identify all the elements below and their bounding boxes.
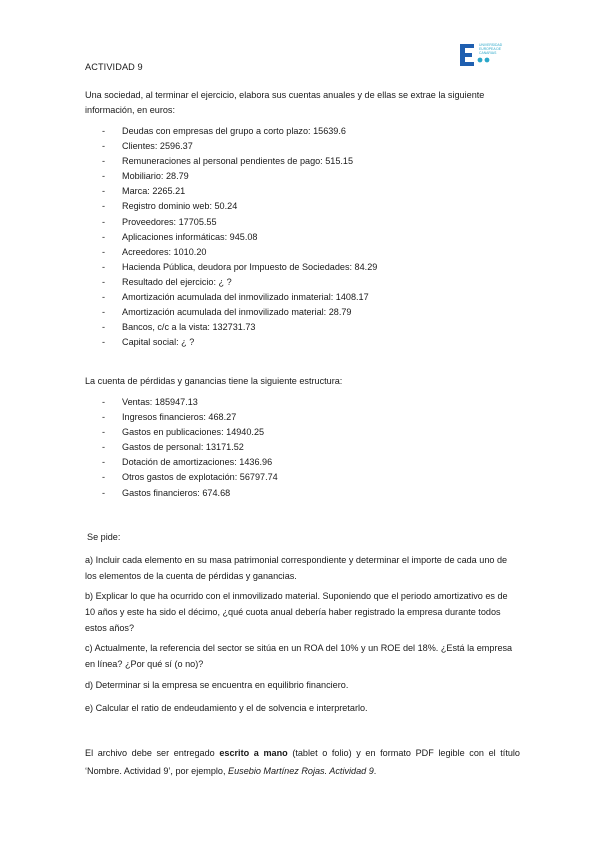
balance-item <box>102 230 377 245</box>
list-dash: - <box>102 216 106 227</box>
list-dash: - <box>102 276 106 287</box>
balance-item <box>102 154 377 169</box>
list-item-text: Remuneraciones al personal pendientes de pago: 515.15 <box>122 156 354 167</box>
list-dash: - <box>102 442 106 453</box>
list-dash: - <box>102 156 106 167</box>
balance-item <box>102 290 377 305</box>
balance-item <box>102 139 377 154</box>
list-item-text: Hacienda Pública, deudora por Impuesto de Sociedades: 84.29 <box>122 261 378 272</box>
list-dash: - <box>102 337 106 348</box>
list-dash: - <box>102 141 106 152</box>
list-item-text: Ventas: 185947.13 <box>122 397 198 407</box>
pyg-item <box>102 470 278 485</box>
balance-item <box>102 320 377 335</box>
list-dash: - <box>102 261 106 272</box>
intro-paragraph: Una sociedad, al terminar el ejercicio, elabora sus cuentas anuales y de ellas se extrae la siguiente información, en euros: <box>85 90 485 115</box>
balance-item <box>102 260 377 275</box>
pyg-item <box>102 440 278 455</box>
balance-item <box>102 305 377 320</box>
activity-title: ACTIVIDAD 9 <box>85 62 143 72</box>
list-item-text: Amortización acumulada del inmovilizado inmaterial: 1408.17 <box>122 292 369 303</box>
balance-item <box>102 275 377 290</box>
pyg-item <box>102 395 278 410</box>
footer-example-name: Eusebio Martínez Rojas. Actividad 9 <box>228 766 374 776</box>
list-item-text: Ingresos financieros: 468.27 <box>122 412 237 423</box>
pyg-item <box>102 486 278 501</box>
list-dash: - <box>102 307 106 318</box>
delivery-instructions <box>85 744 520 780</box>
footer-text-1: El archivo debe ser entregado <box>85 748 220 758</box>
pyg-item <box>102 455 278 470</box>
list-dash: - <box>102 231 106 242</box>
list-item-text: Deudas con empresas del grupo a corto plazo: 15639.6 <box>122 126 346 136</box>
balance-items-list <box>102 124 377 350</box>
question-e: e) Calcular el ratio de endeudamiento y el de solvencia e interpretarlo. <box>85 703 368 713</box>
question-d: d) Determinar si la empresa se encuentra en equilibrio financiero. <box>85 680 349 690</box>
list-dash: - <box>102 246 106 257</box>
pyg-item <box>102 410 278 425</box>
list-item-text: Gastos en publicaciones: 14940.25 <box>122 427 265 438</box>
list-item-text: Mobiliario: 28.79 <box>122 171 189 182</box>
balance-item <box>102 184 377 199</box>
logo-line-1: UNIVERSIDAD <box>479 43 503 47</box>
list-dash: - <box>102 292 106 303</box>
question-a: a) Incluir cada elemento en su masa patrimonial correspondiente y determinar el importe de cada uno de los elementos de la cuenta de pérdidas y ganancias. <box>85 555 508 581</box>
list-item-text: Marca: 2265.21 <box>122 186 186 197</box>
question-c: c) Actualmente, la referencia del sector se sitúa en un ROA del 10% y un ROE del 18%. ¿Está la empresa en línea? ¿Por qué sí (o no)? <box>85 643 513 669</box>
balance-item <box>102 124 377 139</box>
list-dash: - <box>102 397 106 407</box>
list-item-text: Aplicaciones informáticas: 945.08 <box>122 231 258 242</box>
list-dash: - <box>102 457 106 468</box>
question-b: b) Explicar lo que ha ocurrido con el inmovilizado material. Suponiendo que el periodo amortizativo es de 10 años y este ha sido el décimo, ¿qué cuota anual debería haber registrado la empresa durante todos estos años? <box>85 591 508 633</box>
pyg-intro: La cuenta de pérdidas y ganancias tiene la siguiente estructura: <box>85 376 343 386</box>
list-item-text: Registro dominio web: 50.24 <box>122 201 238 212</box>
pyg-items-list <box>102 395 278 501</box>
list-dash: - <box>102 186 106 197</box>
list-item-text: Gastos financieros: 674.68 <box>122 487 231 498</box>
list-item-text: Bancos, c/c a la vista: 132731.73 <box>122 322 256 333</box>
balance-item <box>102 215 377 230</box>
list-item-text: Capital social: ¿ ? <box>122 337 195 348</box>
list-dash: - <box>102 322 106 333</box>
list-dash: - <box>102 427 106 438</box>
list-dash: - <box>102 171 106 182</box>
list-item-text: Resultado del ejercicio: ¿ ? <box>122 276 232 287</box>
list-dash: - <box>102 201 106 212</box>
footer-text-2: (tablet o folio) y en formato PDF legible con el título ‘Nombre. Actividad 9’, por ejemplo, <box>85 748 520 776</box>
pyg-item <box>102 425 278 440</box>
se-pide-heading: Se pide: <box>87 532 121 542</box>
list-item-text: Proveedores: 17705.55 <box>122 216 217 227</box>
footer-text-3: . <box>373 766 377 776</box>
balance-item <box>102 335 377 350</box>
list-item-text: Otros gastos de explotación: 56797.74 <box>122 472 278 483</box>
footer-bold-handwritten: escrito a mano <box>219 748 288 758</box>
logo-line-2: EUROPEA DE <box>479 47 502 51</box>
balance-item <box>102 199 377 214</box>
list-item-text: Amortización acumulada del inmovilizado material: 28.79 <box>122 307 352 318</box>
list-item-text: Gastos de personal: 13171.52 <box>122 442 244 453</box>
list-item-text: Clientes: 2596.37 <box>122 141 193 152</box>
list-item-text: Acreedores: 1010.20 <box>122 246 207 257</box>
balance-item <box>102 245 377 260</box>
list-dash: - <box>102 412 106 423</box>
balance-item <box>102 169 377 184</box>
university-logo <box>458 38 518 74</box>
list-dash: - <box>102 126 106 136</box>
logo-line-3: CANARIAS <box>479 51 497 55</box>
list-dash: - <box>102 472 106 483</box>
list-dash: - <box>102 487 106 498</box>
list-item-text: Dotación de amortizaciones: 1436.96 <box>122 457 273 468</box>
